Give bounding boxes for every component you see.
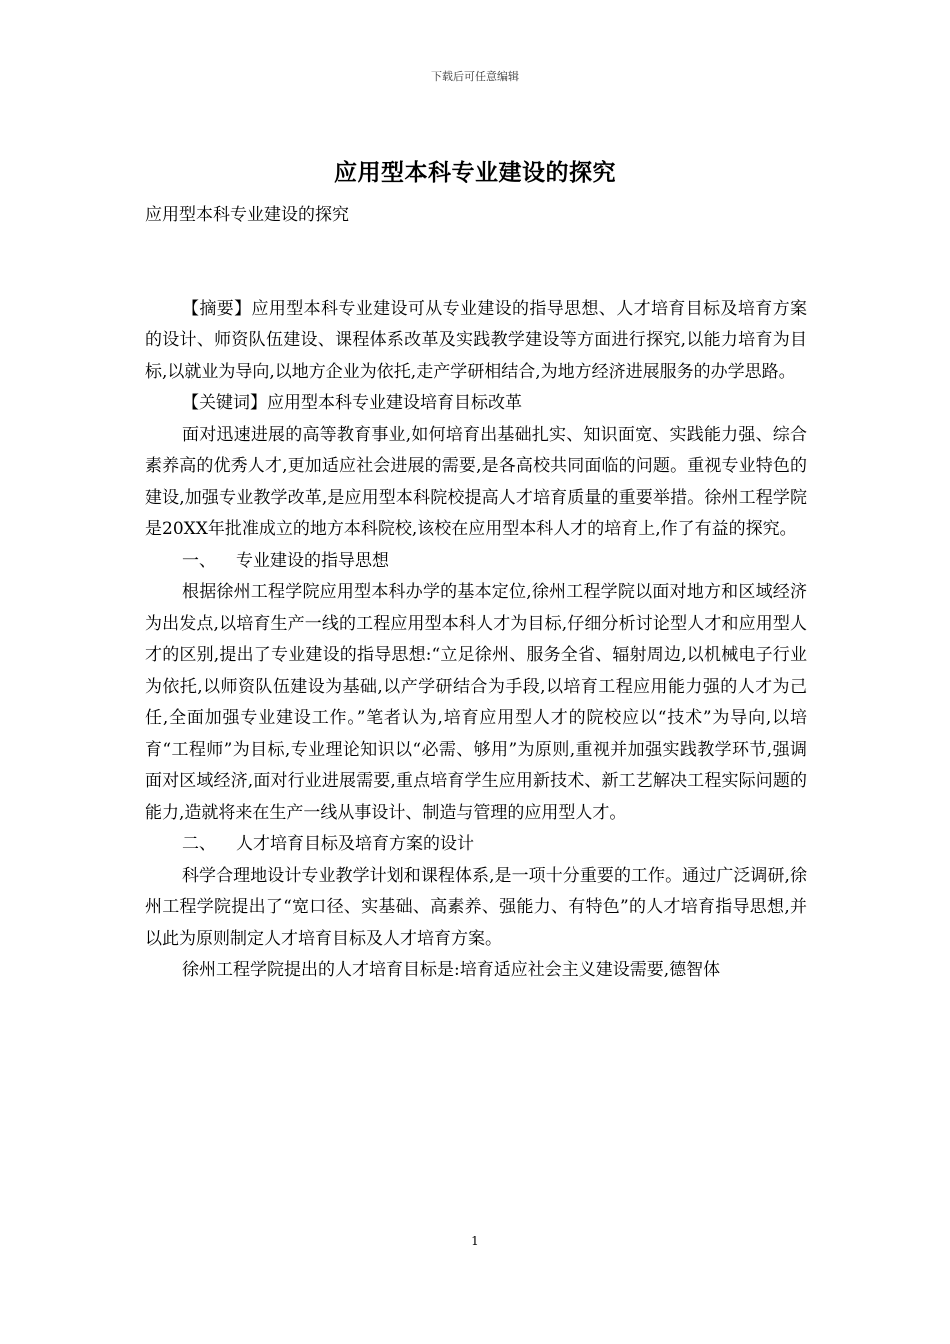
section-title: 专业建设的指导思想	[236, 550, 389, 571]
section-title: 人才培育目标及培育方案的设计	[236, 834, 474, 854]
section-heading-2	[145, 829, 807, 861]
document-body	[145, 200, 807, 987]
page-number: 1	[471, 1234, 479, 1248]
intro-paragraph: 面对迅速进展的高等教育事业,如何培育出基础扎实、知识面宽、实践能力强、综合素养高的优秀人才,更加适应社会进展的需要,是各高校共同面临的问题。重视专业特色的建设,加强专业教学改革,是应用型本科院校提高人才培育质量的重要举措。徐州工程学院是20XX年批准成立的地方本科院校,该校在应用型本科人才的培育上,作了有益的探究。	[145, 424, 807, 539]
section-number: 二、	[182, 834, 216, 854]
section-number: 一、	[182, 550, 216, 571]
section-2-paragraph-2: 徐州工程学院提出的人才培育目标是:培育适应社会主义建设需要,德智体	[182, 960, 721, 980]
document-subtitle: 应用型本科专业建设的探究	[145, 205, 349, 225]
page-header: 下载后可任意编辑	[431, 70, 519, 83]
section-2-paragraph-1: 科学合理地设计专业教学计划和课程体系,是一项十分重要的工作。通过广泛调研,徐州工程学院提出了“宽口径、实基础、高素养、强能力、有特色”的人才培育指导思想,并以此为原则制定人才培育目标及人才培育方案。	[145, 865, 807, 949]
abstract-paragraph: 【摘要】应用型本科专业建设可从专业建设的指导思想、人才培育目标及培育方案的设计、师资队伍建设、课程体系改革及实践教学建设等方面进行探究,以能力培育为目标,以就业为导向,以地方企业为依托,走产学研相结合,为地方经济进展服务的办学思路。	[145, 298, 807, 382]
document-title: 应用型本科专业建设的探究	[334, 160, 616, 186]
section-1-paragraph: 根据徐州工程学院应用型本科办学的基本定位,徐州工程学院以面对地方和区域经济为出发点,以培育生产一线的工程应用型本科人才为目标,仔细分析讨论型人才和应用型人才的区别,提出了专业建设的指导思想:“立足徐州、服务全省、辐射周边,以机械电子行业为依托,以师资队伍建设为基础,以产学研结合为手段,以培育工程应用能力强的人才为己任,全面加强专业建设工作。”笔者认为,培育应用型人才的院校应以“技术”为导向,以培育“工程师”为目标,专业理论知识以“必需、够用”为原则,重视并加强实践教学环节,强调面对区域经济,面对行业进展需要,重点培育学生应用新技术、新工艺解决工程实际问题的能力,造就将来在生产一线从事设计、制造与管理的应用型人才。	[145, 582, 807, 823]
section-heading-1	[145, 546, 807, 578]
keywords-paragraph: 【关键词】应用型本科专业建设培育目标改革	[182, 393, 522, 413]
